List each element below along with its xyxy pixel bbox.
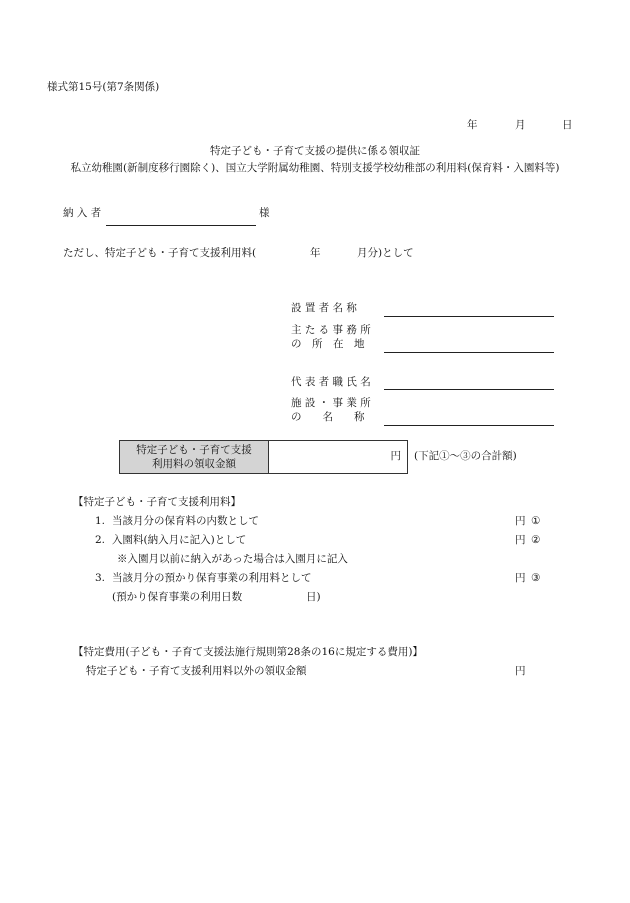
item3-text: 当該月分の預かり保育事業の利用料として: [112, 572, 312, 584]
form-number: 様式第15号(第7条関係): [47, 81, 160, 93]
total-amount-label: [120, 441, 269, 473]
founder-name-line: [384, 316, 554, 317]
section2-text: 特定子ども・子育て支援利用料以外の領収金額: [86, 665, 307, 677]
total-label-line2: 利用料の領収金額: [152, 458, 236, 470]
proviso-month: 月分)として: [357, 247, 414, 259]
representative-label: 代 表 者 職 氏 名: [291, 376, 371, 388]
item2-note: ※入園月以前に納入があった場合は入園月に記入: [117, 553, 348, 565]
representative-line: [384, 389, 554, 390]
total-amount-field: [269, 441, 407, 473]
date-year-label: 年: [467, 119, 478, 131]
proviso-prefix: ただし、特定子ども・子育て支援利用料(: [63, 247, 257, 259]
date-day-label: 日: [562, 119, 573, 131]
item1-text: 当該月分の保育料の内数として: [112, 515, 259, 527]
date-month-label: 月: [515, 119, 526, 131]
facility-label-line2: の 名 称: [291, 411, 365, 423]
facility-label-line1: 施 設 ・ 事 業 所: [291, 397, 371, 409]
founder-name-label: 設 置 者 名 称: [291, 302, 357, 314]
item3-note-prefix: (預かり保育事業の利用日数: [112, 591, 243, 603]
document-subtitle: 私立幼稚園(新制度移行園除く)、国立大学附属幼稚園、特別支援学校幼稚部の利用料(保育料・入園料等): [70, 162, 560, 174]
total-note: (下記①～③の合計額): [414, 450, 517, 462]
item2-number: 2.: [95, 534, 106, 546]
item3-note-suffix: 日): [306, 591, 321, 603]
total-unit: 円: [390, 450, 401, 463]
item2-mark: ②: [531, 534, 541, 546]
section2-header: 【特定費用(子ども・子育て支援法施行規則第28条の16に規定する費用)】: [73, 646, 423, 658]
payer-name-line: [106, 225, 256, 226]
item3-mark: ③: [531, 572, 541, 584]
total-amount-box: [119, 440, 408, 474]
office-label-line1: 主 た る 事 務 所: [291, 324, 371, 336]
facility-name-line: [384, 425, 554, 426]
item3-unit: 円: [515, 572, 526, 584]
item2-unit: 円: [515, 534, 526, 546]
item3-number: 3.: [95, 572, 106, 584]
document-title: 特定子ども・子育て支援の提供に係る領収証: [210, 145, 420, 157]
payer-suffix: 様: [259, 207, 270, 219]
section2-unit: 円: [515, 665, 526, 677]
total-label-line1: 特定子ども・子育て支援: [136, 443, 252, 456]
section1-header: 【特定子ども・子育て支援利用料】: [73, 496, 241, 508]
item2-text: 入園料(納入月に記入)として: [112, 534, 247, 546]
payer-label: 納 入 者: [63, 207, 102, 219]
office-label-line2: の 所 在 地: [291, 338, 365, 350]
item1-unit: 円: [515, 515, 526, 527]
proviso-year: 年: [310, 247, 321, 259]
item1-number: 1.: [95, 515, 106, 527]
item1-mark: ①: [531, 515, 541, 527]
office-address-line: [384, 352, 554, 353]
